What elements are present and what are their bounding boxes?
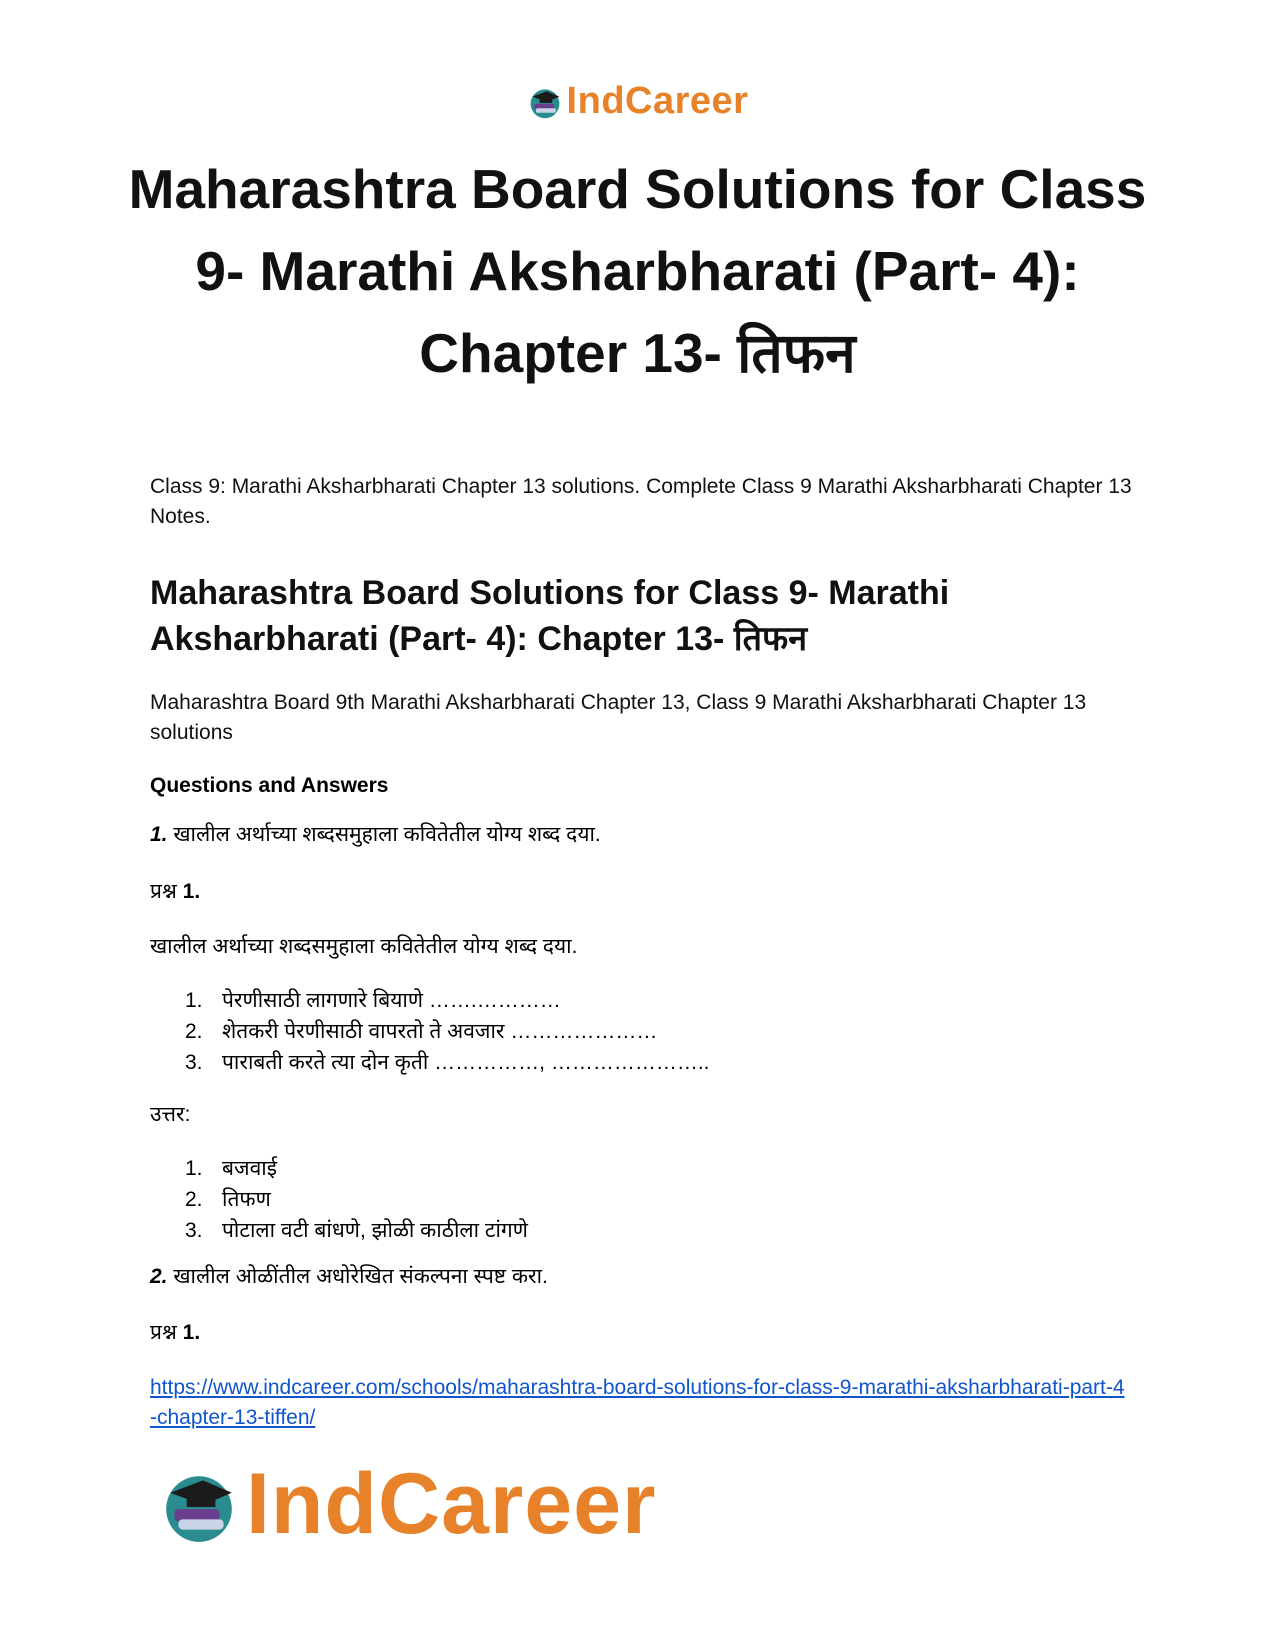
list-item-text: पोटाला वटी बांधणे, झोळी काठीला टांगणे: [222, 1219, 528, 1242]
page-title: Maharashtra Board Solutions for Class 9- Marathi Aksharbharati (Part- 4): Chapter 13- तिफन: [128, 158, 1147, 384]
brand-name: IndCareer: [246, 1456, 657, 1552]
section-title: Maharashtra Board Solutions for Class 9- Marathi Aksharbharati (Part- 4): Chapter 13- तिफन: [150, 574, 950, 658]
list-item-text: पाराबती करते त्या दोन कृती ……………, …………………..: [222, 1051, 710, 1074]
question-1-number: 1.: [150, 823, 168, 846]
list-item-text: पेरणीसाठी लागणारे बियाणे …….…………: [222, 989, 561, 1012]
list-item: [185, 1016, 709, 1047]
list-item-text: बजवाई: [222, 1157, 277, 1180]
prashna-number: 1.: [182, 880, 201, 903]
list-item-text: शेतकरी पेरणीसाठी वापरतो ते अवजार …………………: [222, 1020, 658, 1043]
question-items-list: [185, 985, 709, 1078]
list-item-number: 1.: [185, 1157, 203, 1180]
graduation-cap-book-icon: [158, 1464, 240, 1546]
answer-label: उत्तर:: [150, 1103, 191, 1126]
list-item-number: 3.: [185, 1219, 203, 1242]
list-item-number: 3.: [185, 1051, 203, 1074]
prashna-1-label: [150, 877, 1150, 905]
graduation-cap-book-icon: [527, 84, 563, 120]
list-item: [185, 1215, 528, 1246]
qa-heading: Questions and Answers: [150, 774, 389, 797]
question-2-number: 2.: [150, 1265, 168, 1288]
list-item: [185, 985, 709, 1016]
header-logo: [0, 80, 1275, 123]
description-text: Maharashtra Board 9th Marathi Aksharbharati Chapter 13, Class 9 Marathi Aksharbharati Chapter 13 solutions: [150, 691, 1087, 744]
footer-logo: [158, 1455, 657, 1554]
intro-text: Class 9: Marathi Aksharbharati Chapter 13 solutions. Complete Class 9 Marathi Aksharbharati Chapter 13 Notes.: [150, 475, 1132, 528]
question-1-heading: [150, 820, 1150, 848]
brand-name: IndCareer: [566, 80, 749, 122]
source-link[interactable]: https://www.indcareer.com/schools/maharashtra-board-solutions-for-class-9-marathi-aksharbharati-part-4-chapter-13-tiffen/: [150, 1376, 1125, 1429]
list-item-text: तिफण: [222, 1188, 271, 1211]
prashna-word: प्रश्न: [150, 1321, 177, 1344]
question-1-text: खालील अर्थाच्या शब्दसमुहाला कवितेतील योग्य शब्द दया.: [173, 823, 601, 846]
prashna-number: 1.: [182, 1321, 201, 1344]
list-item-number: 2.: [185, 1188, 203, 1211]
list-item-number: 2.: [185, 1020, 203, 1043]
list-item-number: 1.: [185, 989, 203, 1012]
question-2-text: खालील ओळींतील अधोरेखित संकल्पना स्पष्ट करा.: [173, 1265, 548, 1288]
prashna-2-label: [150, 1318, 1150, 1346]
question-1-prompt: खालील अर्थाच्या शब्दसमुहाला कवितेतील योग्य शब्द दया.: [150, 935, 578, 958]
list-item: [185, 1153, 528, 1184]
question-2-heading: [150, 1262, 1150, 1290]
list-item: [185, 1184, 528, 1215]
list-item: [185, 1047, 709, 1078]
answer-items-list: [185, 1153, 528, 1246]
prashna-word: प्रश्न: [150, 880, 177, 903]
